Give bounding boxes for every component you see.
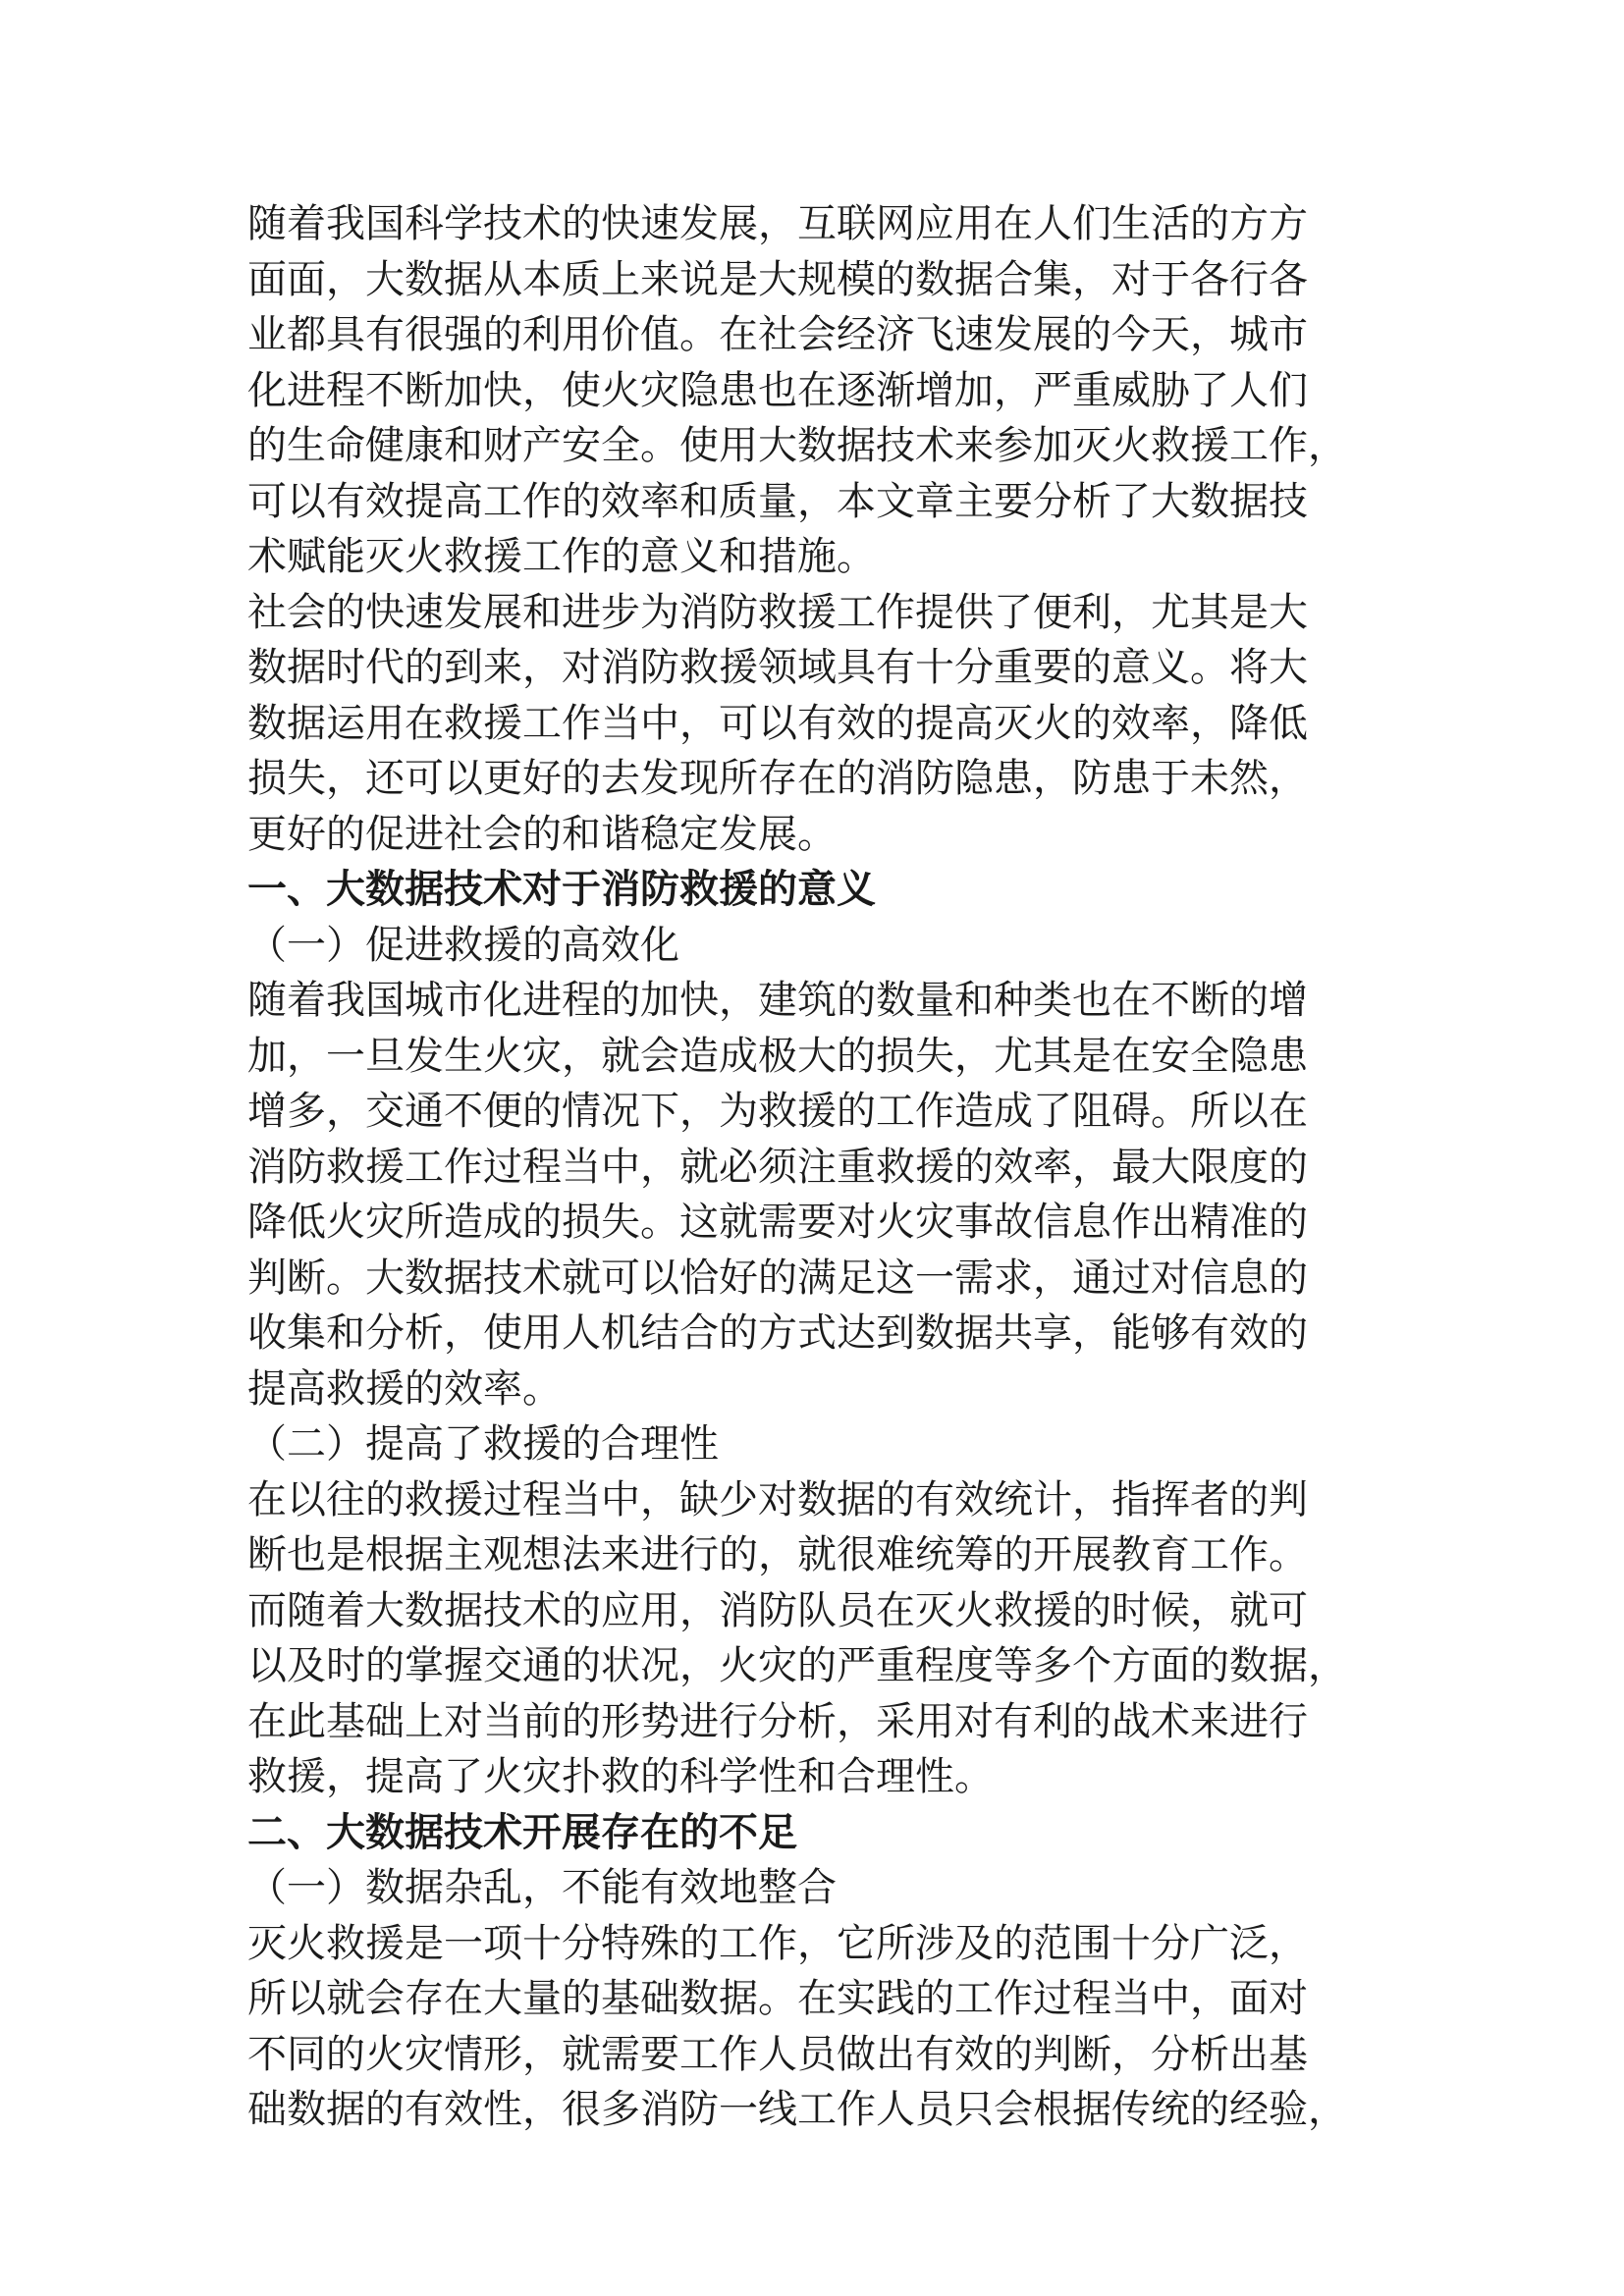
body-text-line: 降低火灾所造成的损失。这就需要对火灾事故信息作出精准的 bbox=[247, 1200, 1308, 1245]
body-text-line: 术赋能灭火救援工作的意义和措施。 bbox=[247, 534, 876, 579]
body-text-line: 在此基础上对当前的形势进行分析，采用对有利的战术来进行 bbox=[247, 1698, 1308, 1744]
body-text-line: 不同的火灾情形，就需要工作人员做出有效的判断，分析出基 bbox=[247, 2031, 1308, 2077]
body-text-line: 提高救援的效率。 bbox=[247, 1365, 562, 1412]
body-text-line: 损失，还可以更好的去发现所存在的消防隐患，防患于未然， bbox=[247, 756, 1308, 801]
body-text-line: 在以往的救援过程当中，缺少对数据的有效统计，指挥者的判 bbox=[247, 1476, 1308, 1522]
body-text-line: 增多，交通不便的情况下，为救援的工作造成了阻碍。所以在 bbox=[247, 1089, 1308, 1134]
body-text-line: 判断。大数据技术就可以恰好的满足这一需求，通过对信息的 bbox=[247, 1255, 1308, 1301]
body-text-line: 救援，提高了火灾扑救的科学性和合理性。 bbox=[247, 1754, 994, 1799]
body-text-line: 以及时的掌握交通的状况，火灾的严重程度等多个方面的数据， bbox=[247, 1643, 1347, 1688]
body-text-line: 收集和分析，使用人机结合的方式达到数据共享，能够有效的 bbox=[247, 1310, 1308, 1356]
body-text-line: 更好的促进社会的和谐稳定发展。 bbox=[247, 811, 837, 857]
body-text-line: 随着我国城市化进程的加快，建筑的数量和种类也在不断的增 bbox=[247, 978, 1308, 1023]
body-text-line: 加，一旦发生火灾，就会造成极大的损失，尤其是在安全隐患 bbox=[247, 1033, 1308, 1079]
body-text-line: 的生命健康和财产安全。使用大数据技术来参加灭火救援工作， bbox=[247, 423, 1347, 468]
body-text-line: 随着我国科学技术的快速发展，互联网应用在人们生活的方方 bbox=[247, 201, 1308, 246]
section-heading: 一、大数据技术对于消防救援的意义 bbox=[247, 867, 876, 912]
body-text-line: 业都具有很强的利用价值。在社会经济飞速发展的今天，城市 bbox=[247, 312, 1308, 357]
body-text-line: 数据时代的到来，对消防救援领域具有十分重要的意义。将大 bbox=[247, 645, 1308, 690]
section-heading: 二、大数据技术开展存在的不足 bbox=[247, 1809, 797, 1855]
body-text-line: 面面，大数据从本质上来说是大规模的数据合集，对于各行各 bbox=[247, 256, 1308, 302]
body-text-line: 断也是根据主观想法来进行的，就很难统筹的开展教育工作。 bbox=[247, 1532, 1308, 1577]
body-text-line: 础数据的有效性，很多消防一线工作人员只会根据传统的经验， bbox=[247, 2087, 1347, 2132]
document-page bbox=[247, 196, 1386, 2138]
body-text-line: 可以有效提高工作的效率和质量，本文章主要分析了大数据技 bbox=[247, 478, 1308, 524]
body-text-line: 化进程不断加快，使火灾隐患也在逐渐增加，严重威胁了人们 bbox=[247, 367, 1308, 413]
body-text-line: 社会的快速发展和进步为消防救援工作提供了便利，尤其是大 bbox=[247, 589, 1308, 635]
body-text-line: 消防救援工作过程当中，就必须注重救援的效率，最大限度的 bbox=[247, 1144, 1308, 1190]
body-text-line: 灭火救援是一项十分特殊的工作，它所涉及的范围十分广泛， bbox=[247, 1920, 1308, 1966]
subsection-heading: （一）数据杂乱，不能有效地整合 bbox=[247, 1865, 837, 1910]
subsection-heading: （二）提高了救援的合理性 bbox=[247, 1421, 719, 1467]
body-text-line: 所以就会存在大量的基础数据。在实践的工作过程当中，面对 bbox=[247, 1976, 1308, 2021]
subsection-heading: （一）促进救援的高效化 bbox=[247, 922, 679, 968]
body-text-line: 而随着大数据技术的应用，消防队员在灭火救援的时候，就可 bbox=[247, 1587, 1308, 1633]
body-text-line: 数据运用在救援工作当中，可以有效的提高灭火的效率，降低 bbox=[247, 700, 1308, 746]
